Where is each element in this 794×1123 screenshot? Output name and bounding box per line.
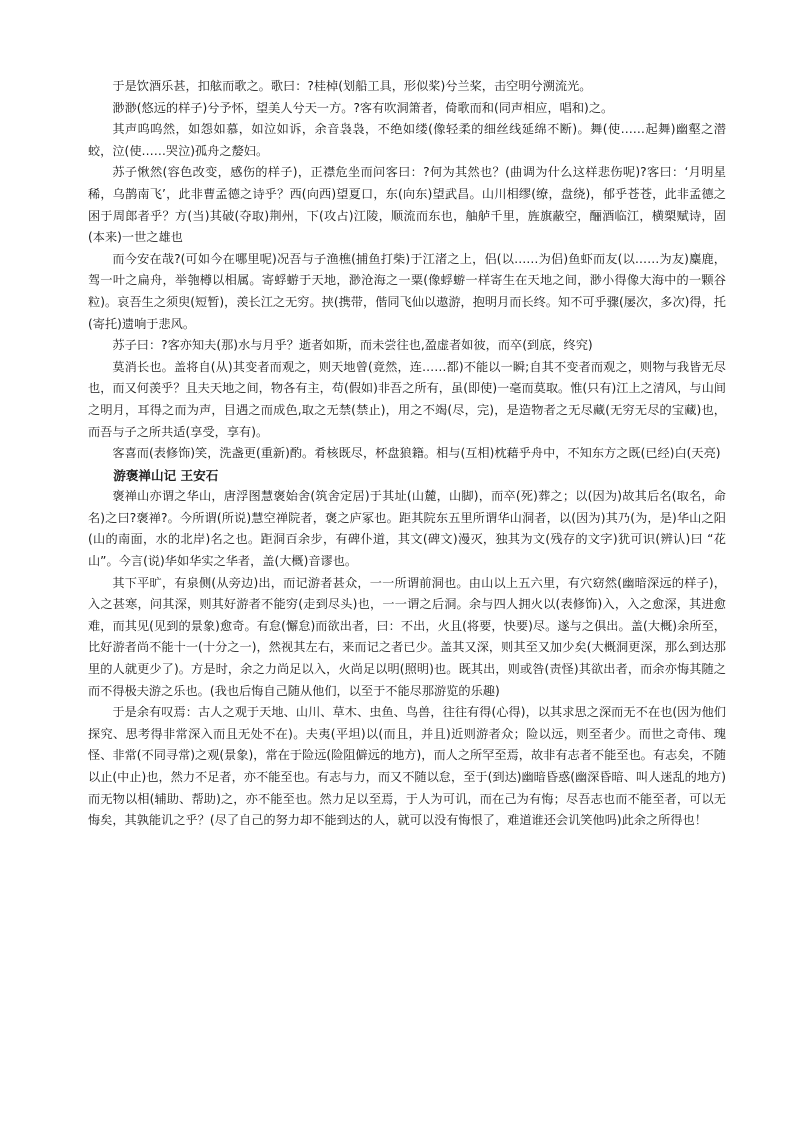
youbaochanshan-paragraph-2: 其下平旷，有泉侧(从旁边)出，而记游者甚众，一一所谓前洞也。由山以上五六里，有穴窈然(幽暗深远的样子)，入之甚寒，问其深，则其好游者不能穷(走到尽头)也，一一谓之后洞。余与四人拥火以(表修饰)入，入之愈深，其进愈难，而其见(见到的景象)愈奇。有怠(懈怠)而欲出者，曰：不出，火且(将要，快要)尽。遂与之俱出。盖(大概)余所至，比好游者尚不能十一(十分之一)，然视其左右，来而记之者已少。盖其又深，则其至又加少矣(大概洞更深，那么到达那里的人就更少了)。方是时，余之力尚足以入，火尚足以明(照明)也。既其出，则或咎(责怪)其欲出者，而余亦悔其随之而不得极夫游之乐也。(我也后悔自己随从他们，以至于不能尽那游览的乐趣) — [88, 575, 726, 698]
chibifu-paragraph-7: 莫消长也。盖将自(从)其变者而观之，则天地曾(竟然，连……都)不能以一瞬;自其不变者而观之，则物与我皆无尽也，而又何羡乎？且夫天地之间，物各有主，苟(假如)非吾之所有，虽(即使)一毫而莫取。惟(只有)江上之清风，与山间之明月，耳得之而为声，目遇之而成色,取之无禁(禁止)，用之不竭(尽，完)，是造物者之无尽藏(无穷无尽的宝藏)也，而吾与子之所共适(享受，享有)。 — [88, 359, 726, 439]
chibifu-paragraph-2: 渺渺(悠远的样子)兮予怀，望美人兮天一方。?客有吹洞箫者，倚歌而和(同声相应，唱和)之。 — [112, 100, 614, 115]
chibifu-paragraph-1: 于是饮酒乐甚，扣舷而歌之。歌曰：?桂棹(划船工具，形似桨)兮兰桨，击空明兮溯流光。 — [112, 79, 592, 93]
chibifu-paragraph-6: 苏子曰：?客亦知夫(那)水与月乎？逝者如斯，而未尝往也,盈虚者如彼，而卒(到底，终究) — [112, 338, 593, 353]
chibifu-paragraph-4: 苏子愀然(容色改变，感伤的样子)，正襟危坐而问客曰：?何为其然也？(曲调为什么这样悲伤呢)?客曰：‘月明星稀，乌鹊南飞’，此非曹孟德之诗乎？西(向西)望夏口，东(向东)望武昌。山川相缪(缭，盘绕)，郁乎苍苍，此非孟德之困于周郎者乎？方(当)其破(夺取)荆州，下(攻占)江陵，顺流而东也，舳舻千里，旌旗蔽空，酾酒临江，横槊赋诗，固(本来)一世之雄也 — [88, 165, 726, 245]
chibifu-paragraph-8: 客喜而(表修饰)笑，洗盏更(重新)酌。肴核既尽，杯盘狼籍。相与(互相)枕藉乎舟中，不知东方之既(已经)白(天亮) — [112, 446, 721, 461]
chibifu-paragraph-5: 而今安在哉?(可如今在哪里呢)况吾与子渔樵(捕鱼打柴)于江渚之上，侣(以……为侣)鱼虾而友(以……为友)麋鹿，驾一叶之扁舟，举匏樽以相属。寄蜉蝣于天地，渺沧海之一粟(像蜉蝣一样寄生在天地之间，渺小得像大海中的一颗谷粒)。哀吾生之须臾(短暂)，羡长江之无穷。挟(携带，偕同飞仙以遨游，抱明月而长终。知不可乎骤(屡次，多次)得，托(寄托)遗响于悲风。 — [88, 251, 726, 331]
youbaochanshan-paragraph-1: 褒禅山亦谓之华山，唐浮图慧褒始舍(筑舍定居)于其址(山麓，山脚)，而卒(死)葬之；以(因为)故其后名(取名，命名)之曰?褒禅?。今所谓(所说)慧空禅院者，褒之庐冢也。距其院东五里所谓华山洞者，以(因为)其乃(为，是)华山之阳(山的南面，水的北岸)名之也。距洞百余步，有碑仆道，其文(碑文)漫灭，独其为文(残存的文字)犹可识(辨认)曰 “花山”。今言(说)华如华实之华者，盖(大概)音谬也。 — [88, 489, 726, 569]
document-page — [88, 76, 726, 832]
youbaochanshan-paragraph-3: 于是余有叹焉：古人之观于天地、山川、草木、虫鱼、鸟兽，往往有得(心得)，以其求思之深而无不在也(因为他们探究、思考得非常深入而且无处不在)。夫夷(平坦)以(而且，并且)近则游者众；险以远，则至者少。而世之奇伟、瑰怪、非常(不同寻常)之观(景象)，常在于险远(险阻僻远的地方)，而人之所罕至焉，故非有志者不能至也。有志矣，不随以止(中止)也，然力不足者，亦不能至也。有志与力，而又不随以怠，至于(到达)幽暗昏惑(幽深昏暗、叫人迷乱的地方)而无物以相(辅助、帮助)之，亦不能至也。然力足以至焉，于人为可讥，而在己为有悔；尽吾志也而不能至者，可以无悔矣，其孰能讥之乎？(尽了自己的努力却不能到达的人，就可以没有悔恨了，难道谁还会讥笑他吗)此余之所得也！ — [88, 705, 726, 828]
section-title: 游褒禅山记 王安石 — [113, 467, 219, 483]
chibifu-paragraph-3: 其声呜呜然，如怨如慕，如泣如诉，余音袅袅，不绝如缕(像轻柔的细丝线延绵不断)。舞(使……起舞)幽壑之潜蛟，泣(使……哭泣)孤舟之嫠妇。 — [88, 122, 726, 158]
